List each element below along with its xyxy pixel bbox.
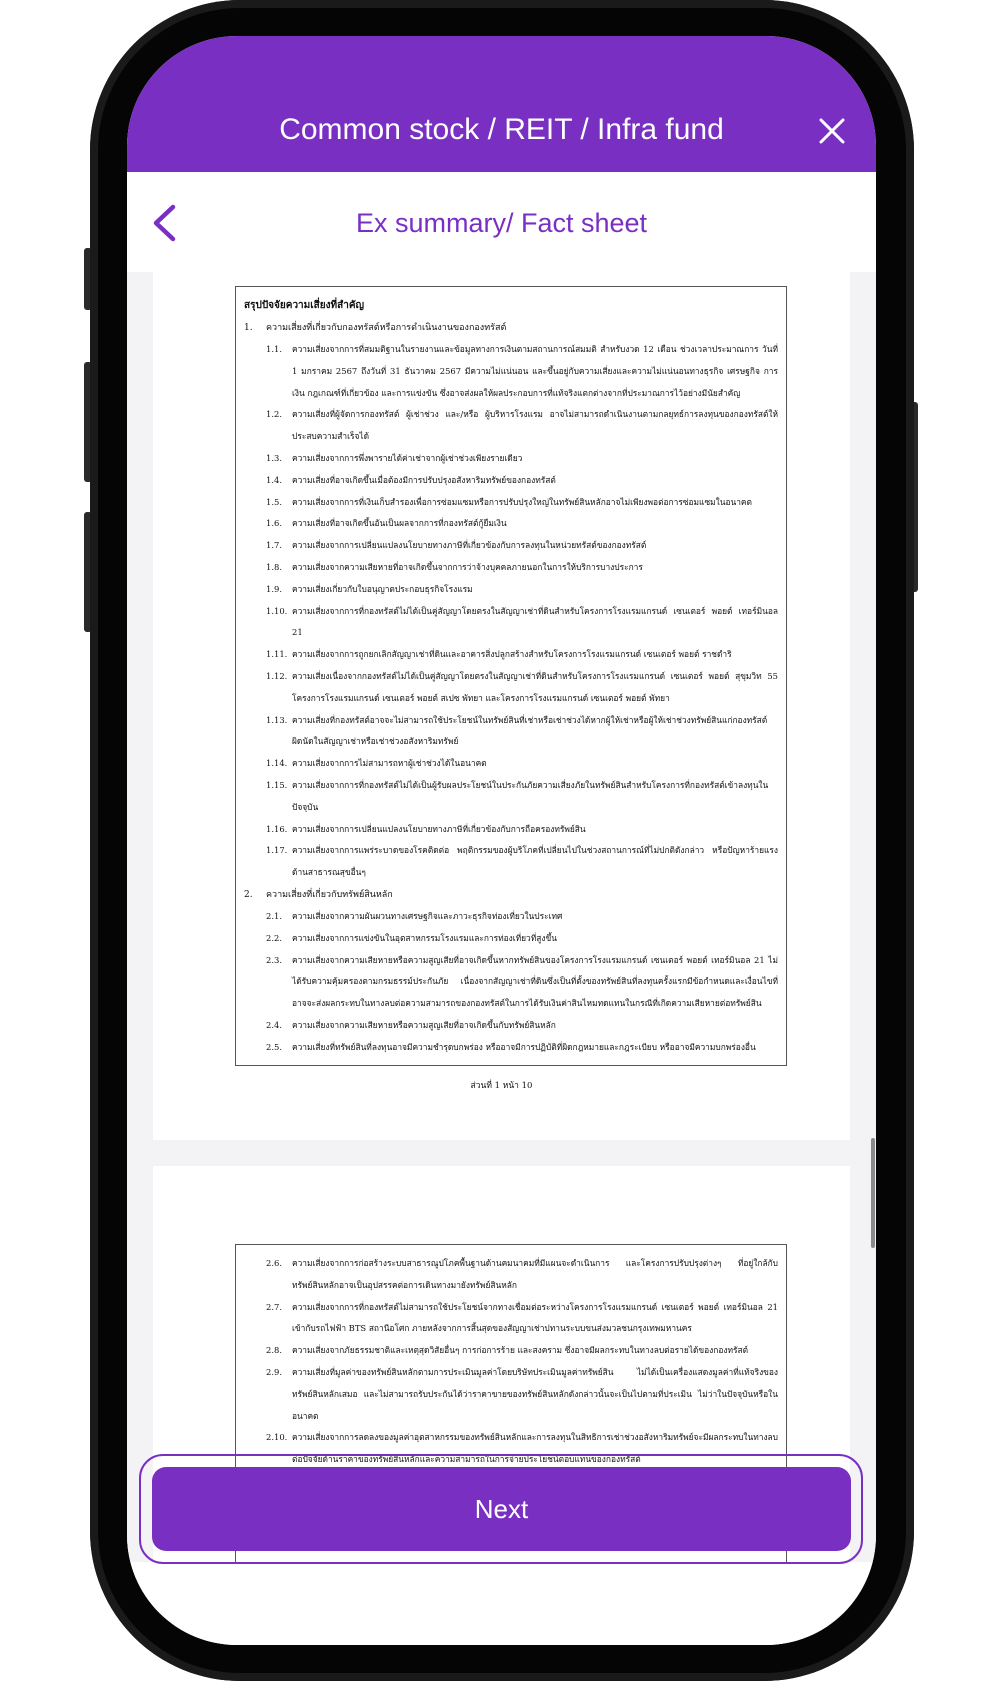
item-text: ความเสี่ยงเกี่ยวกับใบอนุญาตประกอบธุรกิจโรงแรม [292,583,473,594]
item-number: 1.14. [266,758,288,769]
list-item [244,644,778,666]
item-text: ความเสี่ยงที่ทรัพย์สินที่ลงทุนอาจมีความชำรุดบกพร่อง หรืออาจมีการปฏิบัติที่ผิดกฎหมายและกฎระเบียบ หรืออาจมีความบกพร่องอื่น [292,1041,756,1052]
list-item [244,513,778,535]
item-number: 1.3. [266,452,282,463]
item-text: ความเสี่ยงจากการที่เงินเก็บสำรองเพื่อการซ่อมแซมหรือการปรับปรุงใหญ่ในทรัพย์สินหลักอาจไม่เพียงพอต่อการซ่อมแซมในอนาคต [292,496,752,507]
list-item [244,1253,778,1297]
close-icon[interactable] [819,118,845,144]
footer-bar [127,1562,876,1645]
list-item [244,1037,778,1059]
item-text: ความเสี่ยงที่กองทรัสต์อาจจะไม่สามารถใช้ประโยชน์ในทรัพย์สินที่เช่าหรือเช่าช่วงได้หากผู้ให้เช่าหรือผู้ให้เช่าช่วงทรัพย์สินแก่กองทรัสต์ผิดนัดในสัญญาเช่าหรือเช่าช่วงอสังหาริมทรัพย์ [292,714,768,747]
item-text: ความเสี่ยงที่อาจเกิดขึ้นอันเป็นผลจากการที่กองทรัสต์กู้ยืมเงิน [292,518,507,529]
item-text: ความเสี่ยงจากความเสียหายหรือความสูญเสียที่อาจเกิดขึ้นกับทรัพย์สินหลัก [292,1019,556,1030]
list-item [244,710,778,754]
item-number: 2.3. [266,954,282,965]
section-heading [244,884,778,906]
item-text: ความเสี่ยงจากความเสียหายที่อาจเกิดขึ้นจากการว่าจ้างบุคคลภายนอกในการให้บริการบางประการ [292,561,643,572]
item-number: 2.9. [266,1366,282,1377]
pdf-page-1 [153,272,850,1140]
item-text: ความเสี่ยงจากการแพร่ระบาดของโรคติดต่อ พฤติกรรมของผู้บริโภคที่เปลี่ยนไปในช่วงสถานการณ์ที่ไม่ปกติดังกล่าว หรือปัญหาร้ายแรงด้านสาธารณสุขอื่นๆ [292,845,778,878]
list-item [244,950,778,1015]
item-number: 1.12. [266,670,288,681]
list-item [244,557,778,579]
item-text: ความเสี่ยงที่อาจเกิดขึ้นเมื่อต้องมีการปรับปรุงอสังหาริมทรัพย์ของกองทรัสต์ [292,474,556,485]
list-item [244,579,778,601]
section-number: 1. [244,323,253,333]
item-number: 1.2. [266,409,282,420]
list-item [244,492,778,514]
list-item [244,840,778,884]
list-item [244,535,778,557]
next-button[interactable]: Next [152,1467,851,1551]
list-item [244,1297,778,1341]
list-item [244,775,778,819]
item-text: ความเสี่ยงจากการที่กองทรัสต์ไม่ได้เป็นคู่สัญญาโดยตรงในสัญญาเช่าที่ดินสำหรับโครงการโรงแรมแกรนด์ เซนเตอร์ พอยต์ เทอร์มินอล 21 [292,605,778,638]
list-item [244,339,778,404]
list-item [244,601,778,645]
app-screen [127,36,876,1645]
item-number: 2.2. [266,932,282,943]
item-text: ความเสี่ยงจากความเสียหายหรือความสูญเสียที่อาจเกิดขึ้นหากทรัพย์สินของโครงการโรงแรมแกรนด์ เซนเตอร์ พอยต์ เทอร์มินอล 21 ไม่ได้รับความคุ้มครองตามกรมธรรม์ประกันภัย เนื่องจากสัญญาเช่าที่ดินซึ่งเป็นที่ตั้งของทรัพย์สินที่ลงทุนครั้งแรกมีข้อกำหนดและเงื่อนไขที่อาจจะส่งผลกระทบในทางลบต่อความสามารถของกองทรัสต์ในการได้รับเงินค่าสินไหมทดแทนในกรณีที่เกิดความเสียหายต่อทรัพย์สิน [292,954,778,1009]
item-number: 1.15. [266,779,288,790]
item-text: ความเสี่ยงจากการที่กองทรัสต์ไม่สามารถใช้ประโยชน์จากทางเชื่อมต่อระหว่างโครงการโรงแรมแกรนด์ เซนเตอร์ พอยต์ เทอร์มินอล 21 เข้ากับรถไฟฟ้า BTS สถานีอโศก ภายหลังจากการสิ้นสุดของสัญญาเช่าปทานระบบขนส่งมวลชนกรุงเทพมหานคร [292,1301,778,1334]
item-number: 2.4. [266,1019,282,1030]
list-item [244,819,778,841]
list-item [244,928,778,950]
item-number: 1.13. [266,714,288,725]
page-footer: ส่วนที่ 1 หน้า 10 [470,1081,533,1091]
item-number: 2.1. [266,910,282,921]
item-text: ความเสี่ยงจากการที่สมมติฐานในรายงานและข้อมูลทางการเงินตามสถานการณ์สมมติ สำหรับงวด 12 เดือน ช่วงเวลาประมาณการ วันที่ 1 มกราคม 2567 ถึงวันที่ 31 ธันวาคม 2567 มีความไม่แน่นอน และขึ้นอยู่กับความเสี่ยงและความไม่แน่นอนทางธุรกิจ เศรษฐกิจ การเงิน กฎเกณฑ์ที่เกี่ยวข้อง และการแข่งขัน ซึ่งอาจส่งผลให้ผลประกอบการที่แท้จริงแตกต่างจากที่ประมาณการไว้อย่างมีนัยสำคัญ [292,344,778,398]
section-heading [244,317,778,339]
list-item [244,1015,778,1037]
list-item [244,404,778,448]
app-header [127,36,876,172]
item-text: ความเสี่ยงจากการไม่สามารถหาผู้เช่าช่วงได้ในอนาคต [292,758,487,769]
item-number: 1.8. [266,561,282,572]
list-item [244,1362,778,1427]
document-heading: สรุปปัจจัยความเสี่ยงที่สำคัญ [244,300,365,311]
document-viewer[interactable] [127,272,876,1562]
item-text: ความเสี่ยงจากการถูกยกเลิกสัญญาเช่าที่ดินและอาคารสิ่งปลูกสร้างสำหรับโครงการโรงแรมแกรนด์ เซนเตอร์ พอยต์ ราชดำริ [292,649,732,660]
item-text: ความเสี่ยงที่มูลค่าของทรัพย์สินหลักตามการประเมินมูลค่าโดยบริษัทประเมินมูลค่าทรัพย์สิน ไม่ได้เป็นเครื่องแสดงมูลค่าที่แท้จริงของทรัพย์สินหลักเสมอ และไม่สามารถรับประกันได้ว่าราคาขายของทรัพย์สินหลักดังกล่าวนั้นจะเป็นไปตามที่ประเมิน ไม่ว่าในปัจจุบันหรือในอนาคต [292,1366,778,1421]
item-text: ความเสี่ยงจากการแข่งขันในอุตสาหกรรมโรงแรมและการท่องเที่ยวที่สูงขึ้น [292,932,557,943]
item-number: 1.17. [266,845,288,856]
list-item [244,1340,778,1362]
pdf-page-1-content [235,286,787,1066]
list-item [244,906,778,928]
list-item [244,753,778,775]
section-number: 2. [244,889,253,900]
item-number: 2.6. [266,1258,282,1268]
item-text: ความเสี่ยงจากการเปลี่ยนแปลงนโยบายทางภาษีที่เกี่ยวข้องกับการถือครองทรัพย์สิน [292,823,586,834]
item-number: 2.8. [266,1345,282,1356]
list-item [244,448,778,470]
item-number: 1.5. [266,496,282,507]
item-number: 2.5. [266,1041,282,1052]
item-text: ความเสี่ยงที่ผู้จัดการกองทรัสต์ ผู้เช่าช่วง และ/หรือ ผู้บริหารโรงแรม อาจไม่สามารถดำเนินงานตามกลยุทธ์การลงทุนของกองทรัสต์ให้ประสบความสำเร็จได้ [292,409,778,442]
item-text: ความเสี่ยงเนื่องจากกองทรัสต์ไม่ได้เป็นคู่สัญญาโดยตรงในสัญญาเช่าที่ดินสำหรับโครงการโรงแรมแกรนด์ เซนเตอร์ พอยต์ สุขุมวิท 55 โครงการโรงแรมแกรนด์ เซนเตอร์ พอยต์ สเปซ พัทยา และโครงการโรงแรมแกรนด์ เซนเตอร์ พอยต์ พัทยา [292,670,778,703]
item-text: ความเสี่ยงจากความผันผวนทางเศรษฐกิจและภาวะธุรกิจท่องเที่ยวในประเทศ [292,910,563,921]
list-item [244,470,778,492]
item-number: 1.4. [266,474,282,485]
item-number: 1.11. [266,649,288,660]
item-number: 1.1. [266,344,282,354]
list-item [244,666,778,710]
item-number: 1.9. [266,583,282,594]
section-title: ความเสี่ยงที่เกี่ยวกับกองทรัสต์หรือการดำเนินงานของกองทรัสต์ [266,323,507,333]
item-text: ความเสี่ยงจากการลดลงของมูลค่าอุตสาหกรรมของทรัพย์สินหลักและการลงทุนในสิทธิการเช่าช่วงอสังหาริมทรัพย์จะมีผลกระทบในทางลบต่อปัจจัยด้านราคาของทรัพย์สินหลักและความสามารถในการจ่ายประโยชน์ตอบแทนของกองทรัสต์ [292,1432,778,1465]
item-text: ความเสี่ยงจากการที่กองทรัสต์ไม่ได้เป็นผู้รับผลประโยชน์ในประกันภัยความเสี่ยงภัยในทรัพย์สินสำหรับโครงการที่กองทรัสต์เข้าลงทุนในปัจจุบัน [292,779,769,812]
page-title: Ex summary/ Fact sheet [355,208,648,238]
item-number: 2.10. [266,1432,288,1443]
scrollbar-thumb[interactable] [871,1138,875,1248]
header-title: Common stock / REIT / Infra fund [279,113,724,146]
item-number: 1.16. [266,823,288,834]
item-text: ความเสี่ยงจากการพึ่งพารายได้ค่าเช่าจากผู้เช่าช่วงเพียงรายเดียว [292,452,523,463]
item-text: ความเสี่ยงจากการเปลี่ยนแปลงนโยบายทางภาษีที่เกี่ยวข้องกับการลงทุนในหน่วยทรัสต์ของกองทรัสต์ [292,540,647,551]
item-number: 1.6. [266,518,282,529]
item-number: 2.7. [266,1301,282,1312]
item-number: 1.10. [266,605,288,616]
section-title: ความเสี่ยงที่เกี่ยวกับทรัพย์สินหลัก [266,889,393,900]
item-number: 1.7. [266,540,282,551]
item-text: ความเสี่ยงจากการก่อสร้างระบบสาธารณูปโภคพื้นฐานด้านคมนาคมที่มีแผนจะดำเนินการ และโครงการปรับปรุงต่างๆ ที่อยู่ใกล้กับทรัพย์สินหลักอาจเป็นอุปสรรคต่อการเดินทางมายังทรัพย์สินหลัก [292,1258,778,1290]
item-text: ความเสี่ยงจากภัยธรรมชาติและเหตุสุดวิสัยอื่นๆ การก่อการร้าย และสงคราม ซึ่งอาจมีผลกระทบในทางลบต่อรายได้ของกองทรัสต์ [292,1345,749,1356]
